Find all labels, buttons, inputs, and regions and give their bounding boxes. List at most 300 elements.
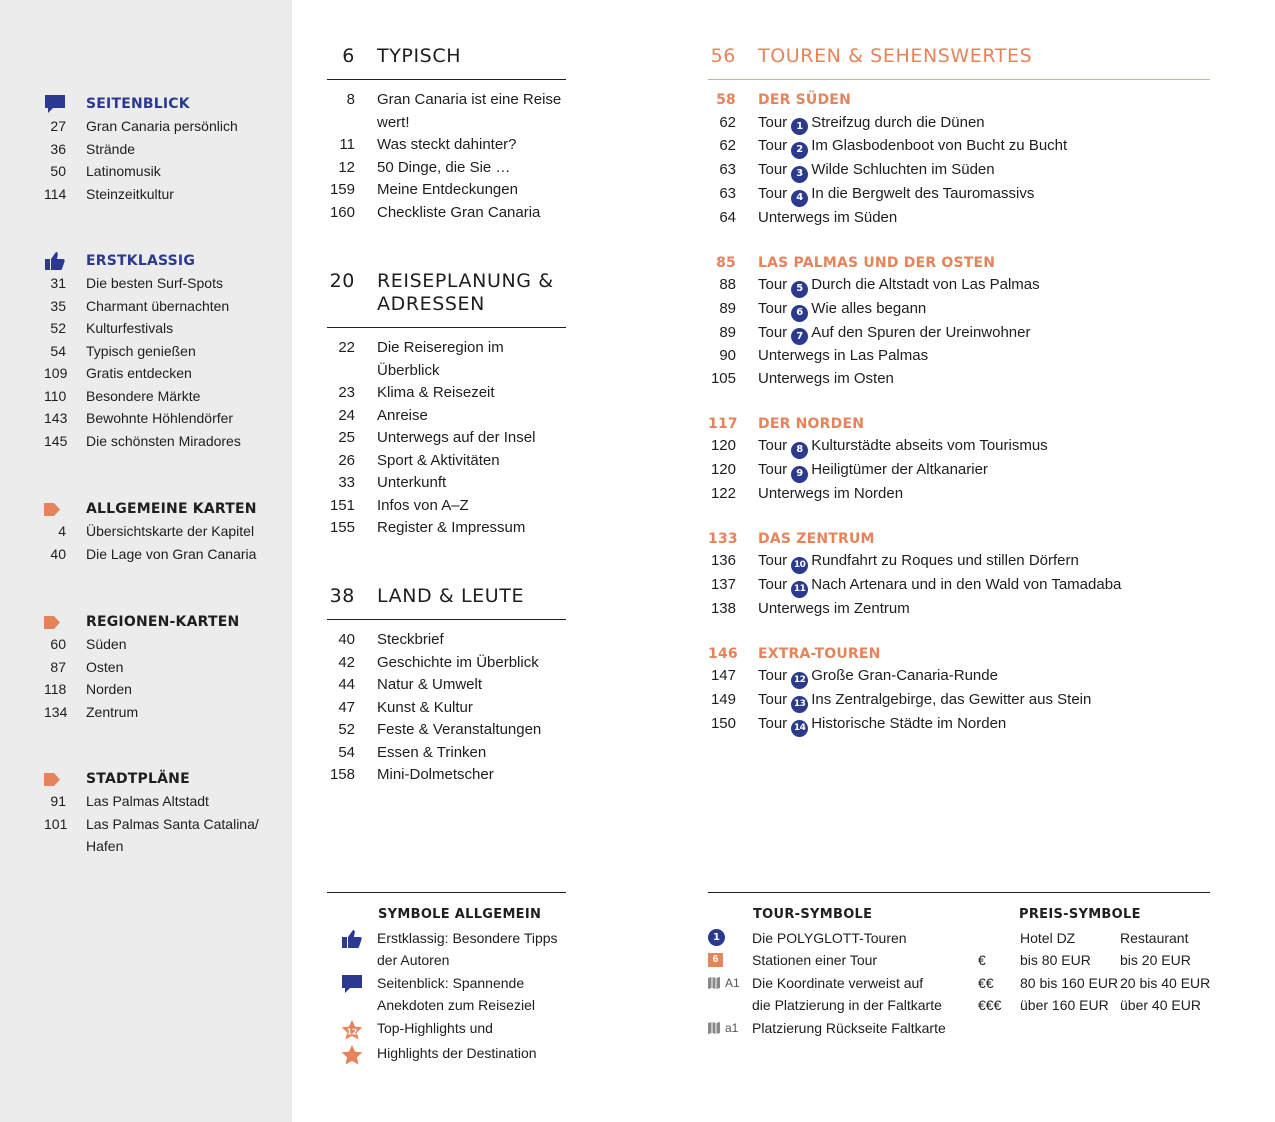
toc-entry[interactable] (327, 337, 566, 382)
tour-label: Tour (758, 161, 788, 178)
entry-title: Steckbrief (377, 631, 444, 648)
toc-entry[interactable] (708, 368, 1210, 391)
entry-title: Gran Canaria ist eine Reise wert! (377, 91, 562, 131)
sidebar-section-head (44, 250, 284, 272)
page-number: 110 (44, 387, 67, 404)
page-number: 101 (44, 815, 68, 832)
page-number: 58 (716, 92, 736, 108)
tour-entry[interactable] (708, 574, 1210, 598)
restaurant-price: bis 20 EUR (1120, 952, 1191, 968)
station-number-icon (708, 949, 752, 972)
map-tag-icon (44, 616, 86, 629)
region-title: DER NORDEN (758, 415, 865, 432)
entry-title: Historische Städte im Norden (811, 714, 1007, 732)
tour-number-icon: 10 (791, 557, 808, 574)
price-symbol: € (978, 952, 986, 968)
tour-entry[interactable] (708, 689, 1210, 713)
entry-title: Nach Artenara und in den Wald von Tamadaba (811, 576, 1122, 593)
page-number: 60 (50, 636, 66, 652)
sidebar-entry[interactable] (44, 362, 284, 385)
chapter-page: 38 (329, 585, 355, 607)
tour-label: Tour (758, 437, 788, 455)
page-number: 85 (716, 254, 736, 271)
page-number: 158 (329, 766, 355, 783)
entry-title: Rundfahrt zu Roques und stillen Dörfern (811, 552, 1079, 570)
entry-title: Gratis entdecken (86, 365, 192, 381)
region-group (708, 643, 1210, 737)
page-number: 118 (44, 681, 67, 697)
page-number: 151 (329, 496, 355, 514)
entry-title: Las Palmas Altstadt (86, 793, 209, 809)
region-heading[interactable] (708, 89, 1210, 112)
tour-entry[interactable] (708, 112, 1210, 136)
page-number: 122 (710, 484, 736, 502)
sidebar-section-title: ALLGEMEINE KARTEN (86, 501, 257, 517)
page-number: 42 (338, 653, 355, 671)
sidebar-entry[interactable] (44, 633, 284, 656)
page-number: 64 (719, 208, 736, 226)
entry-title: Was steckt dahinter? (377, 136, 517, 153)
tour-label: Tour (758, 667, 788, 685)
entry-title: Übersichtskarte der Kapitel (86, 523, 255, 539)
page-number: 91 (50, 793, 66, 809)
toc-entry[interactable] (708, 207, 1210, 230)
entry-title: Süden (86, 636, 127, 652)
toc-entry[interactable] (327, 629, 566, 652)
toc-entry[interactable] (327, 697, 566, 720)
tour-label: Tour (758, 299, 788, 317)
sidebar-section-title: ERSTKLASSIG (86, 253, 196, 269)
entry-title: Unterwegs auf der Insel (377, 429, 536, 446)
tour-number-icon: 14 (791, 720, 808, 737)
tour-label: Tour (758, 552, 788, 570)
legend-text: Top-Highlights und (377, 1019, 493, 1036)
page-number: 138 (710, 599, 736, 617)
sidebar-entry[interactable] (44, 115, 284, 138)
region-group (708, 89, 1210, 229)
tour-entry[interactable] (708, 459, 1210, 483)
tour-number-icon: 12 (791, 672, 808, 689)
sidebar-entry[interactable] (44, 340, 284, 363)
page-number: 62 (719, 113, 736, 131)
legend-title: SYMBOLE ALLGEMEIN (378, 907, 542, 922)
page-number: 33 (338, 474, 355, 491)
speech-bubble-icon (44, 94, 86, 114)
page-number: 134 (44, 703, 68, 720)
page-number: 105 (710, 369, 736, 387)
page-number: 47 (338, 698, 355, 716)
entry-title: Las Palmas Santa Catalina/ Hafen (86, 815, 259, 854)
entry-title: Bewohnte Höhlendörfer (86, 410, 234, 426)
entry-title: In die Bergwelt des Tauromassivs (811, 184, 1035, 202)
price-row (978, 927, 1215, 950)
page-number: 149 (710, 691, 736, 708)
toc-entry[interactable] (708, 483, 1210, 506)
entry-title: Strände (86, 140, 136, 157)
toc-entry[interactable] (327, 89, 566, 134)
page-number: 22 (338, 339, 355, 356)
hotel-price: 80 bis 160 EUR (1020, 974, 1119, 991)
sidebar-entry[interactable] (44, 701, 284, 724)
entry-title: Die schönsten Miradores (86, 432, 241, 449)
page-number: 137 (710, 576, 736, 593)
entry-title: Register & Impressum (377, 519, 526, 536)
chapter-title: LAND & LEUTE (377, 585, 525, 607)
page-number: 50 (50, 163, 66, 179)
page-number: 63 (719, 161, 736, 178)
sidebar-section-title: REGIONEN-KARTEN (86, 614, 240, 630)
page-number: 27 (50, 118, 66, 134)
entry-title: Anreise (377, 406, 428, 424)
page-number: 63 (719, 184, 736, 202)
tour-label: Tour (758, 113, 788, 131)
toc-entry[interactable] (327, 517, 566, 540)
entry-title: Sport & Aktivitäten (377, 451, 500, 469)
sidebar-entry[interactable] (44, 272, 284, 295)
region-title: DER SÜDEN (758, 92, 851, 108)
legend-item (708, 1017, 1210, 1040)
page-number: 62 (719, 137, 736, 155)
icon-spacer (327, 949, 377, 972)
tour-entry[interactable] (708, 435, 1210, 459)
chapter-page: 56 (710, 45, 736, 67)
tour-badge: 1 (708, 929, 725, 946)
map-tag-icon (44, 773, 86, 786)
legend-text: Platzierung Rückseite Faltkarte (752, 1019, 946, 1036)
sidebar-entry[interactable] (44, 183, 284, 206)
sidebar-section (44, 250, 284, 452)
page-number: 54 (338, 743, 355, 761)
tour-entry[interactable] (708, 665, 1210, 689)
sidebar (0, 0, 292, 1122)
tour-number-icon: 3 (791, 166, 808, 183)
entry-title: Osten (86, 658, 124, 675)
page-number: 89 (719, 299, 736, 317)
restaurant-price: 20 bis 40 EUR (1120, 974, 1211, 991)
page-number: 120 (710, 437, 736, 455)
page-number: 90 (719, 347, 736, 365)
legend-item (327, 927, 566, 950)
legend-text: Anekdoten zum Reiseziel (377, 997, 535, 1013)
tour-entry[interactable] (708, 159, 1210, 183)
sidebar-section (44, 611, 284, 723)
toc-entry[interactable] (327, 495, 566, 518)
entry-title: Wilde Schluchten im Süden (811, 161, 995, 178)
tour-label: Tour (758, 714, 788, 732)
entry-title: 50 Dinge, die Sie … (377, 158, 511, 176)
tour-entry[interactable] (708, 550, 1210, 574)
tour-number-icon: 8 (791, 442, 808, 459)
sidebar-section-head (44, 611, 284, 633)
page-number: 24 (338, 406, 355, 424)
legend-text: Die Koordinate verweist auf (752, 974, 924, 991)
toc-entry[interactable] (327, 719, 566, 742)
entry-title: Die Reiseregion im Überblick (377, 339, 504, 379)
price-row (978, 949, 1215, 972)
tour-entry[interactable] (708, 135, 1210, 159)
tour-label: Tour (758, 691, 788, 708)
entry-title: Typisch genießen (86, 342, 196, 359)
tour-entry[interactable] (708, 298, 1210, 322)
legend-text: die Platzierung in der Faltkarte (752, 997, 942, 1013)
highlight-star-icon (327, 1042, 377, 1067)
tour-number-icon: 1 (791, 118, 808, 135)
toc-entry[interactable] (327, 405, 566, 428)
entry-title: Streifzug durch die Dünen (811, 113, 985, 131)
region-heading[interactable] (708, 528, 1210, 551)
chapter-heading[interactable] (327, 45, 566, 80)
sidebar-section-head (44, 93, 284, 115)
entry-title: Steinzeitkultur (86, 185, 174, 202)
region-group (708, 528, 1210, 621)
toc-entry[interactable] (327, 179, 566, 202)
toc-entry[interactable] (327, 382, 566, 405)
sidebar-entry[interactable] (44, 160, 284, 183)
tour-number-icon: 2 (791, 142, 808, 159)
price-row (978, 994, 1215, 1017)
tour-entry[interactable] (708, 322, 1210, 346)
page-number: 145 (44, 432, 68, 449)
toc-entry[interactable] (327, 427, 566, 450)
price-symbol: €€€ (978, 997, 1002, 1013)
toc-entry[interactable] (327, 742, 566, 765)
sidebar-entry[interactable] (44, 790, 284, 813)
entry-title: Wie alles begann (811, 299, 927, 317)
region-title: LAS PALMAS UND DER OSTEN (758, 254, 996, 271)
entry-title: Die besten Surf-Spots (86, 275, 223, 291)
legend-text: Highlights der Destination (377, 1044, 537, 1061)
icon-spacer (708, 994, 752, 1017)
page-number: 160 (329, 203, 355, 221)
chapter-page: 20 (329, 270, 355, 292)
chapter-heading[interactable] (327, 585, 566, 620)
legend-item (327, 972, 566, 995)
sidebar-section-head (44, 768, 284, 790)
tour-label: Tour (758, 323, 788, 341)
coordinate-label: A1 (725, 975, 740, 990)
entry-title: Besondere Märkte (86, 387, 201, 404)
page-number: 54 (50, 342, 66, 359)
toc-entry[interactable] (327, 652, 566, 675)
sidebar-entry[interactable] (44, 543, 284, 566)
tour-entry[interactable] (708, 183, 1210, 207)
toc-entry[interactable] (327, 674, 566, 697)
entry-title: Die Lage von Gran Canaria (86, 545, 257, 562)
tour-entry[interactable] (708, 713, 1210, 737)
page-number: 26 (338, 451, 355, 469)
chapter-block (327, 585, 566, 787)
price-row (978, 972, 1215, 995)
entry-title: Unterwegs im Norden (758, 484, 904, 502)
restaurant-price: Restaurant (1120, 929, 1189, 946)
sidebar-entry[interactable] (44, 430, 284, 453)
tour-number-icon: 7 (791, 328, 808, 345)
entry-title: Im Glasbodenboot von Bucht zu Bucht (811, 137, 1068, 155)
page-number: 155 (329, 519, 355, 536)
price-legend (978, 904, 1215, 1017)
legend-text: Erstklassig: Besondere Tipps (377, 929, 558, 946)
tour-number-icon: 4 (791, 190, 808, 207)
tour-number-icon: 5 (791, 281, 808, 298)
region-group (708, 252, 1210, 391)
sidebar-entry[interactable] (44, 678, 284, 701)
sidebar-entry[interactable] (44, 520, 284, 543)
toc-entry[interactable] (327, 472, 566, 495)
toc-entry[interactable] (327, 450, 566, 473)
legend-text: Seitenblick: Spannende (377, 974, 525, 991)
page-number: 4 (58, 523, 66, 539)
coordinate-label: a1 (725, 1020, 739, 1035)
chapter-title: TYPISCH (377, 45, 462, 67)
entry-title: Kulturfestivals (86, 320, 174, 336)
map-tag-icon (44, 503, 86, 516)
hotel-price: über 160 EUR (1020, 997, 1109, 1013)
toc-entry[interactable] (708, 598, 1210, 621)
page-number: 52 (338, 721, 355, 738)
chapter-title: REISEPLANUNG & ADRESSEN (377, 270, 554, 315)
speech-bubble-icon (327, 972, 377, 995)
entry-title: Natur & Umwelt (377, 676, 483, 693)
page-number: 44 (338, 676, 355, 693)
entry-title: Klima & Reisezeit (377, 384, 495, 401)
page-number: 36 (50, 140, 66, 157)
region-heading[interactable] (708, 413, 1210, 436)
page-number: 52 (50, 320, 66, 336)
sidebar-entry[interactable] (44, 138, 284, 161)
entry-title: Unterwegs im Osten (758, 369, 894, 387)
region-group (708, 413, 1210, 506)
page-number: 120 (710, 461, 736, 478)
entry-title: Gran Canaria persönlich (86, 118, 238, 134)
sidebar-entry[interactable] (44, 813, 284, 858)
sidebar-section-title: SEITENBLICK (86, 96, 190, 112)
legend-title: TOUR-SYMBOLE (753, 907, 873, 922)
toc-entry[interactable] (708, 345, 1210, 368)
entry-title: Ins Zentralgebirge, das Gewitter aus Stein (811, 691, 1092, 708)
entry-title: Essen & Trinken (377, 743, 487, 761)
map-coordinate-icon (708, 1017, 752, 1040)
tour-label: Tour (758, 461, 788, 478)
legend-general (327, 892, 566, 1067)
sidebar-section-title: STADTPLÄNE (86, 771, 190, 787)
entry-title: Meine Entdeckungen (377, 181, 518, 198)
legend-item (327, 1017, 566, 1042)
entry-title: Zentrum (86, 703, 139, 720)
top-highlight-star-icon (327, 1017, 377, 1042)
restaurant-price: über 40 EUR (1120, 997, 1201, 1013)
entry-title: Mini-Dolmetscher (377, 766, 494, 783)
tour-entry[interactable] (708, 274, 1210, 298)
map-coordinate-icon (708, 972, 752, 995)
sidebar-entry[interactable] (44, 317, 284, 340)
price-symbol: €€ (978, 974, 994, 991)
page-number: 117 (708, 415, 738, 432)
region-title: EXTRA-TOUREN (758, 645, 881, 662)
entry-title: Heiligtümer der Altkanarier (811, 461, 988, 478)
page-number: 87 (50, 658, 66, 675)
station-badge: 6 (708, 953, 723, 967)
tour-number-icon: 9 (791, 466, 808, 483)
page-number: 11 (339, 136, 355, 153)
tour-number-icon (708, 927, 752, 950)
sidebar-entry[interactable] (44, 407, 284, 430)
tour-label: Tour (758, 137, 788, 155)
legend-text: Stationen einer Tour (752, 952, 878, 968)
toc-entry[interactable] (327, 202, 566, 225)
page-number: 8 (346, 91, 355, 108)
page-number: 109 (44, 365, 68, 381)
legend-title: PREIS-SYMBOLE (1019, 907, 1141, 922)
toc-entry[interactable] (327, 134, 566, 157)
page-number: 25 (338, 429, 355, 446)
entry-title: Unterwegs im Zentrum (758, 599, 910, 617)
hotel-price: Hotel DZ (1020, 929, 1076, 946)
entry-title: Unterwegs in Las Palmas (758, 347, 929, 365)
page-number: 31 (50, 275, 66, 291)
chapter-heading[interactable] (708, 45, 1210, 80)
toc-entry[interactable] (327, 157, 566, 180)
page-number: 35 (50, 297, 66, 314)
entry-title: Durch die Altstadt von Las Palmas (811, 276, 1040, 293)
page-number: 150 (710, 714, 736, 732)
page-number: 143 (44, 410, 68, 426)
legend-item (327, 949, 566, 972)
sidebar-entry[interactable] (44, 656, 284, 679)
sidebar-section (44, 498, 284, 565)
page-number: 23 (338, 384, 355, 401)
page-number: 146 (708, 645, 738, 662)
chapter-page: 6 (342, 45, 355, 67)
tour-number-icon: 13 (791, 696, 808, 713)
chapter-title: TOUREN & SEHENSWERTES (758, 45, 1033, 67)
entry-title: Auf den Spuren der Ureinwohner (811, 323, 1031, 341)
page-number: 12 (338, 158, 355, 176)
region-title: DAS ZENTRUM (758, 530, 875, 547)
page-number: 114 (44, 185, 67, 202)
entry-title: Feste & Veranstaltungen (377, 721, 542, 738)
chapter-block (327, 45, 566, 224)
entry-title: Unterkunft (377, 474, 447, 491)
legend-item (327, 994, 566, 1017)
page-number: 147 (710, 667, 736, 685)
entry-title: Kulturstädte abseits vom Tourismus (811, 437, 1048, 455)
legend-text: Die POLYGLOTT-Touren (752, 929, 907, 946)
legend-tour-price (708, 892, 1210, 1039)
tour-label: Tour (758, 276, 788, 293)
region-heading[interactable] (708, 252, 1210, 275)
thumbs-up-icon (327, 927, 377, 950)
entry-title: Latinomusik (86, 163, 161, 179)
entry-title: Charmant übernachten (86, 297, 230, 314)
chapter-heading[interactable] (327, 270, 566, 328)
page-number: 88 (719, 276, 736, 293)
hotel-price: bis 80 EUR (1020, 952, 1091, 968)
toc-entry[interactable] (327, 764, 566, 787)
region-heading[interactable] (708, 643, 1210, 666)
sidebar-entry[interactable] (44, 295, 284, 318)
sidebar-entry[interactable] (44, 385, 284, 408)
tour-number-icon: 6 (791, 305, 808, 322)
tour-number-icon: 11 (791, 581, 808, 598)
legend-item (327, 1042, 566, 1067)
page-number: 133 (708, 530, 738, 547)
entry-title: Unterwegs im Süden (758, 208, 898, 226)
sidebar-section-head (44, 498, 284, 520)
thumbs-up-icon (44, 251, 86, 271)
svg-text:12: 12 (346, 1026, 358, 1036)
price-symbol (978, 927, 1020, 950)
page-number: 40 (338, 631, 355, 648)
